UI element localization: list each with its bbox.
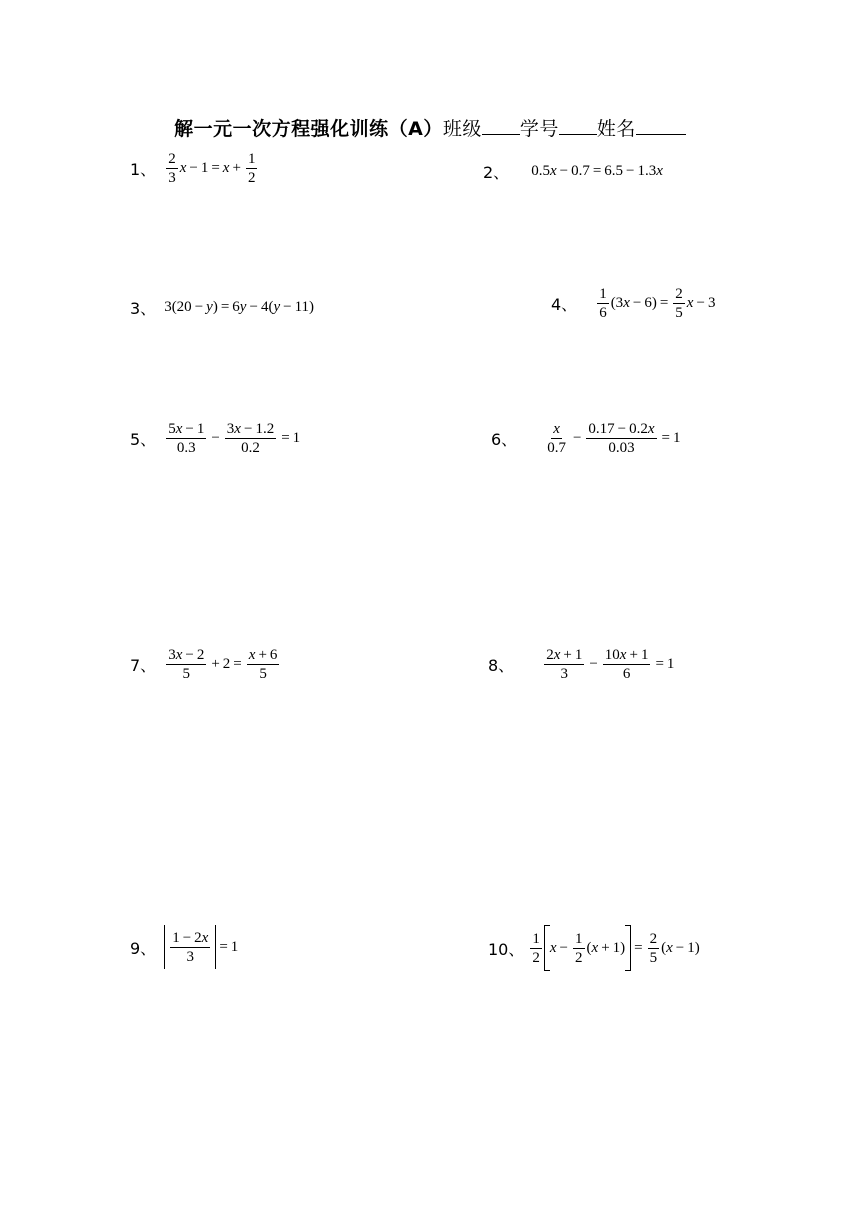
equation: $\frac{x}{0.7}$ − $\frac{0.17 - 0.2x}{0.03}$ = 1 [547, 421, 681, 456]
problem-number: 10、 [488, 939, 525, 959]
equation: $\frac{3x - 2}{5}$ + 2 = $\frac{x + 6}{5}$ [168, 647, 278, 682]
problem-9 [130, 925, 238, 969]
class-label: 班级 [442, 118, 482, 140]
name-blank[interactable] [636, 116, 686, 135]
problem-10 [488, 925, 700, 971]
problem-number: 1、 [130, 160, 157, 179]
equation: $\frac{1}{6}$ (3 x − 6) = $\frac{2}{5}$ x − 3 [599, 286, 716, 321]
problem-number: 5、 [130, 430, 157, 449]
problem-1 [130, 150, 259, 187]
problem-7 [130, 646, 281, 683]
page-title [0, 114, 860, 141]
problem-number: 8、 [488, 656, 515, 675]
problem-number: 6、 [491, 430, 518, 449]
class-blank[interactable] [482, 116, 520, 135]
equation: $\frac{5x - 1}{0.3}$ − $\frac{3x - 1.2}{0.2}$ = 1 [168, 421, 301, 456]
student-id-blank[interactable] [559, 116, 597, 135]
equation: $\frac{2}{3}$ x − 1 = x + $\frac{1}{2}$ [168, 151, 256, 186]
problem-4 [551, 285, 715, 322]
problem-2 [483, 160, 663, 183]
worksheet-title: 解一元一次方程强化训练（A） [174, 118, 443, 140]
problem-number: 9、 [130, 938, 157, 958]
equation: $\frac{2x + 1}{3}$ − $\frac{10x + 1}{6}$ = 1 [546, 647, 675, 682]
problem-5 [130, 420, 300, 457]
equation: 0.5 x − 0.7 = 6.5 − 1.3 x [531, 163, 663, 179]
problem-6 [491, 420, 681, 457]
equation: $\frac{1 - 2x}{3}$ = 1 [164, 925, 238, 969]
name-label: 姓名 [596, 118, 636, 140]
equation: 3(20 − y ) = 6 y − 4( y − 11) [164, 299, 315, 315]
student-id-label: 学号 [519, 118, 559, 140]
problem-3 [130, 296, 314, 319]
problem-number: 3、 [130, 299, 157, 318]
problem-8 [488, 646, 674, 683]
equation: $\frac{1}{2}$ x − $\frac{1}{2}$ ( x + 1) = $\frac{2}{5}$ ( x − 1) [528, 925, 699, 971]
problem-number: 4、 [551, 295, 578, 314]
problem-number: 7、 [130, 656, 157, 675]
problem-number: 2、 [483, 163, 510, 182]
